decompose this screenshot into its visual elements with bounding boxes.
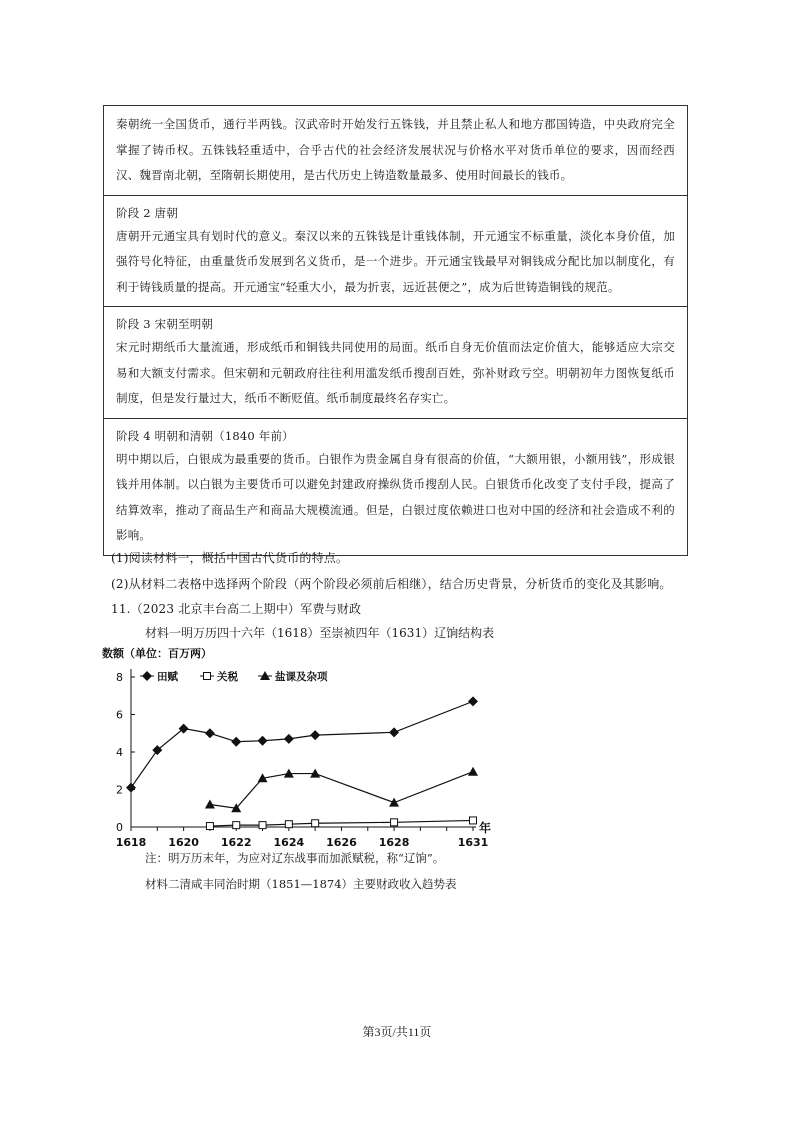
data-point-tianfu xyxy=(389,727,399,737)
chart-title: 材料一明万历四十六年（1618）至崇祯四年（1631）辽饷结构表 xyxy=(145,626,495,640)
data-point-yanke xyxy=(205,800,215,809)
data-point-tianfu xyxy=(231,737,241,747)
material-2-title: 材料二清咸丰同治时期（1851—1874）主要财政收入趋势表 xyxy=(145,877,457,891)
table-row-stage3 xyxy=(104,306,687,418)
chart-y-axis-label: 数额（单位：百万两） xyxy=(102,647,212,660)
currency-stages-table xyxy=(103,105,688,556)
chart-note: 注：明万历末年，为应对辽东战事而加派赋税，称“辽饷”。 xyxy=(145,851,445,865)
data-point-tianfu xyxy=(205,728,215,738)
stage3-label: 阶段 3 宋朝至明朝 xyxy=(116,317,214,331)
x-tick-label: 1628 xyxy=(378,836,410,849)
y-tick-label: 2 xyxy=(116,783,123,797)
series-line-guanshui xyxy=(210,820,473,826)
data-point-tianfu xyxy=(126,783,136,793)
data-point-guanshui xyxy=(259,822,266,829)
data-point-guanshui xyxy=(233,822,240,829)
x-tick-label: 1620 xyxy=(168,836,199,849)
stage2-label: 阶段 2 唐朝 xyxy=(116,205,179,220)
stage1-text: 秦朝统一全国货币，通行半两钱。汉武帝时开始发行五铢钱，并且禁止私人和地方郡国铸造，中央政府完全掌握了铸币权。五铢钱轻重适中，合乎古代的社会经济发展状况与价格水平对货币单位的要求，因而经西汉、魏晋南北朝，至隋朝长期使用，是古代历史上铸造数量最多、使用时间最长的钱币。 xyxy=(116,117,675,182)
data-point-yanke xyxy=(389,798,399,807)
question-2: (2)从材料二表格中选择两个阶段（两个阶段必须前后相继），结合历史背景，分析货币的变化及其影响。 xyxy=(111,577,672,591)
stage2-text: 唐朝开元通宝具有划时代的意义。秦汉以来的五铢钱是计重钱体制，开元通宝不标重量，淡化本身价值，加强符号化特征，由重量货币发展到名义货币，是一个进步。开元通宝钱最早对铜钱成分配比加以制度化，有利于铸钱质量的提高。开元通宝“轻重大小，最为折衷，远近甚便之”，成为后世铸造铜钱的规范。 xyxy=(116,228,675,294)
chart-axes xyxy=(116,669,491,849)
legend-label: 盐课及杂项 xyxy=(275,671,328,683)
series-line-yanke xyxy=(210,772,473,809)
data-point-guanshui xyxy=(285,821,292,828)
data-point-yanke xyxy=(468,767,478,776)
data-point-tianfu xyxy=(468,696,478,706)
table-row-stage2 xyxy=(104,195,687,307)
stage4-label: 阶段 4 明朝和清朝（1840 年前） xyxy=(116,428,294,443)
data-point-tianfu xyxy=(142,671,152,681)
table-row-stage4 xyxy=(104,418,687,555)
stage4-text: 明中期以后，白银成为最重要的货币。白银作为贵金属自身有很高的价值，“大额用银，小额用钱”，形成银钱并用体制。以白银为主要货币可以避免封建政府操纵货币搜刮人民。白银货币化改变了支付手段，提高了结算效率，推动了商品生产和商品大规模流通。但是，白银过度依赖进口也对中国的经济和社会造成不利的影响。 xyxy=(116,451,675,542)
data-point-guanshui xyxy=(204,673,211,680)
table-row-stage1 xyxy=(104,106,687,195)
x-tick-label: 1626 xyxy=(326,836,357,849)
x-tick-label: 1631 xyxy=(457,836,489,849)
legend-label: 田赋 xyxy=(157,671,178,683)
data-point-guanshui xyxy=(206,823,213,830)
page-footer: 第3页/共11页 xyxy=(362,1025,432,1039)
data-point-tianfu xyxy=(284,734,294,744)
x-tick-label: 1624 xyxy=(273,836,305,849)
data-point-guanshui xyxy=(312,820,319,827)
y-tick-label: 6 xyxy=(116,708,123,722)
liao-xiang-line-chart xyxy=(100,640,500,850)
data-point-guanshui xyxy=(391,819,398,826)
y-tick-label: 8 xyxy=(116,671,123,684)
x-tick-label: 1618 xyxy=(115,836,147,849)
x-tick-label: 1622 xyxy=(220,836,252,849)
data-point-tianfu xyxy=(310,730,320,740)
series-line-tianfu xyxy=(131,701,473,787)
x-axis-label: 年 xyxy=(479,821,492,835)
legend-label: 关税 xyxy=(217,671,238,683)
y-tick-label: 0 xyxy=(116,821,123,834)
question-1: (1)阅读材料一，概括中国古代货币的特点。 xyxy=(111,551,349,565)
question-11-heading: 11.（2023 北京丰台高二上期中）军费与财政 xyxy=(111,602,362,616)
stage3-text: 宋元时期纸币大量流通，形成纸币和铜钱共同使用的局面。纸币自身无价值而法定价值大，能够适应大宗交易和大额支付需求。但宋朝和元朝政府往往利用滥发纸币搜刮百姓，弥补财政亏空。明朝初年力图恢复纸币制度，但是发行量过大，纸币不断贬值。纸币制度最终名存实亡。 xyxy=(116,340,675,405)
chart-series xyxy=(126,696,478,829)
data-point-guanshui xyxy=(470,817,477,824)
data-point-tianfu xyxy=(258,736,268,746)
chart-legend xyxy=(140,670,328,683)
y-tick-label: 4 xyxy=(116,746,123,759)
